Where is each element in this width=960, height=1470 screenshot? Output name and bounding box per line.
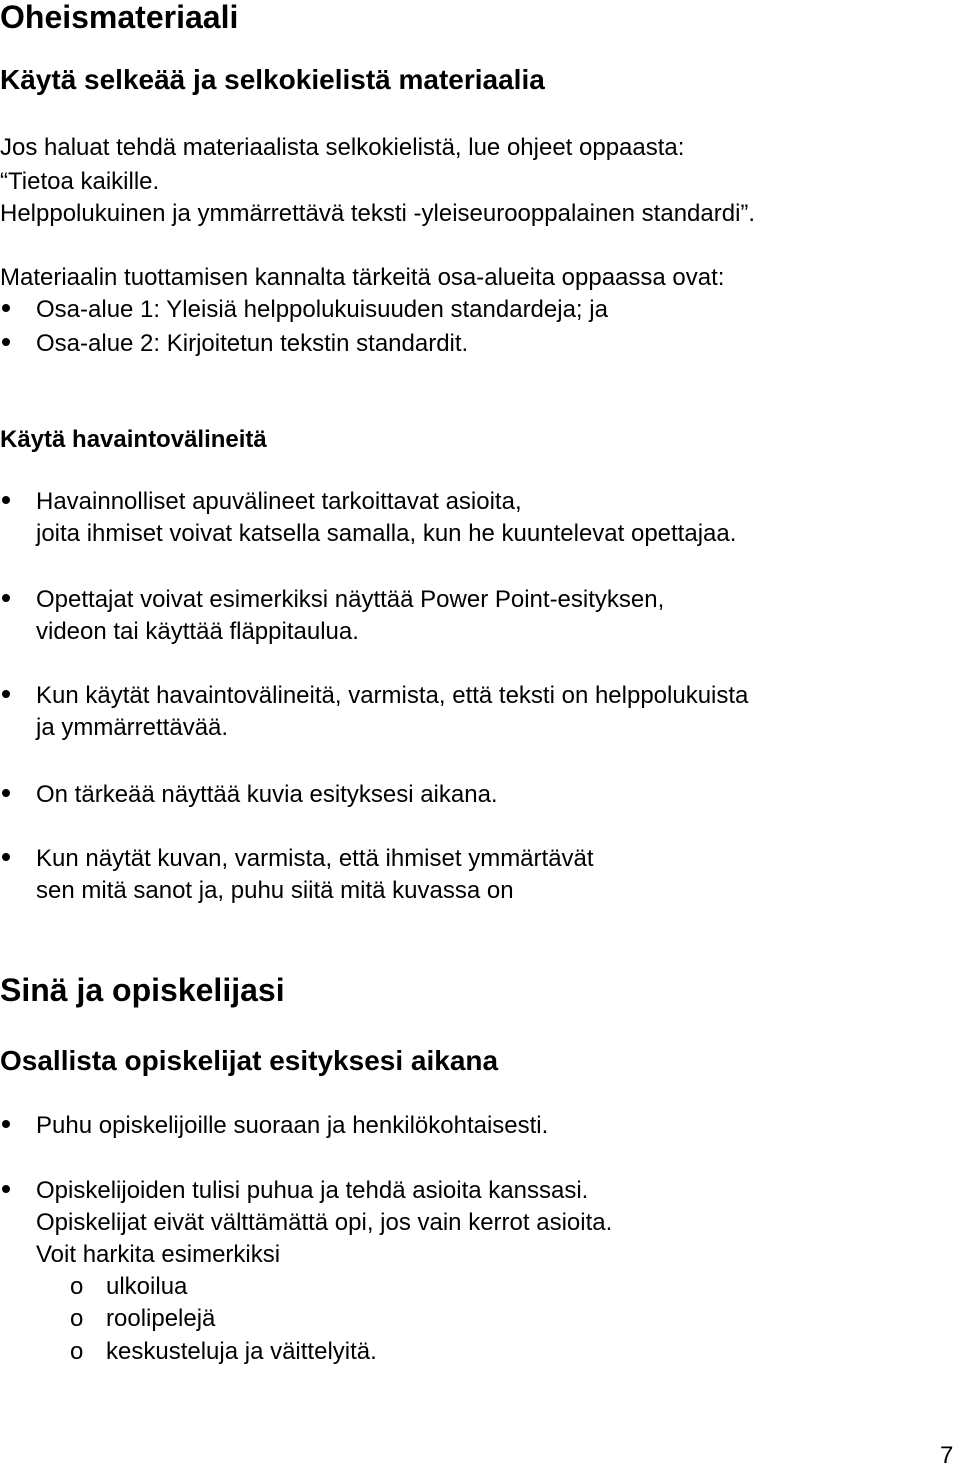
section-title-havaintovalineet: Käytä havaintovälineitä bbox=[0, 426, 267, 453]
bullet-dot bbox=[2, 594, 10, 602]
list-item-line: On tärkeää näyttää kuvia esityksesi aikana. bbox=[36, 781, 498, 808]
bullet-dot bbox=[2, 338, 10, 346]
list-item-line: Opiskelijat eivät välttämättä opi, jos vain kerrot asioita. bbox=[36, 1209, 613, 1236]
sub-bullet-marker: o bbox=[70, 1305, 84, 1332]
sub-list-item: ulkoilua bbox=[106, 1273, 188, 1300]
list-item-line: joita ihmiset voivat katsella samalla, kun he kuuntelevat opettajaa. bbox=[36, 520, 737, 547]
intro-line-2: “Tietoa kaikille. bbox=[0, 168, 160, 195]
sub-list-item: roolipelejä bbox=[106, 1305, 216, 1332]
bullet-dot bbox=[2, 1120, 10, 1128]
list-item-line: Opettajat voivat esimerkiksi näyttää Power Point-esityksen, bbox=[36, 586, 665, 613]
bullet-dot bbox=[2, 304, 10, 312]
list-item-line: Kun käytät havaintovälineitä, varmista, että teksti on helppolukuista bbox=[36, 682, 749, 709]
intro-line-3: Helppolukuinen ja ymmärrettävä teksti -yleiseurooppalainen standardi”. bbox=[0, 200, 756, 227]
areas-intro: Materiaalin tuottamisen kannalta tärkeitä osa-alueita oppaassa ovat: bbox=[0, 264, 725, 291]
list-item-line: Havainnolliset apuvälineet tarkoittavat asioita, bbox=[36, 488, 522, 515]
list-item-line: Puhu opiskelijoille suoraan ja henkilökohtaisesti. bbox=[36, 1112, 549, 1139]
bullet-dot bbox=[2, 1185, 10, 1193]
section-title-sina-ja-opiskelijasi: Sinä ja opiskelijasi bbox=[0, 972, 285, 1008]
list-item-line: Kun näytät kuvan, varmista, että ihmiset ymmärtävät bbox=[36, 845, 594, 872]
sub-list-item: keskusteluja ja väittelyitä. bbox=[106, 1338, 377, 1365]
list-item-area-1: Osa-alue 1: Yleisiä helppolukuisuuden standardeja; ja bbox=[36, 296, 608, 323]
list-item-line: sen mitä sanot ja, puhu siitä mitä kuvassa on bbox=[36, 877, 514, 904]
list-item-line: ja ymmärrettävää. bbox=[36, 714, 229, 741]
page-number: 7 bbox=[940, 1442, 954, 1469]
bullet-dot bbox=[2, 690, 10, 698]
list-item-line: Opiskelijoiden tulisi puhua ja tehdä asioita kanssasi. bbox=[36, 1177, 589, 1204]
bullet-dot bbox=[2, 496, 10, 504]
sub-bullet-marker: o bbox=[70, 1273, 84, 1300]
subtitle-selkea-materiaali: Käytä selkeää ja selkokielistä materiaalia bbox=[0, 64, 545, 95]
list-item-area-2: Osa-alue 2: Kirjoitetun tekstin standardit. bbox=[36, 330, 469, 357]
section-title-oheismateriaali: Oheismateriaali bbox=[0, 0, 239, 35]
list-item-line: Voit harkita esimerkiksi bbox=[36, 1241, 281, 1268]
subtitle-osallista-opiskelijat: Osallista opiskelijat esityksesi aikana bbox=[0, 1045, 499, 1076]
sub-bullet-marker: o bbox=[70, 1338, 84, 1365]
bullet-dot bbox=[2, 853, 10, 861]
bullet-dot bbox=[2, 789, 10, 797]
intro-line-1: Jos haluat tehdä materiaalista selkokielistä, lue ohjeet oppaasta: bbox=[0, 134, 685, 161]
list-item-line: videon tai käyttää fläppitaulua. bbox=[36, 618, 359, 645]
